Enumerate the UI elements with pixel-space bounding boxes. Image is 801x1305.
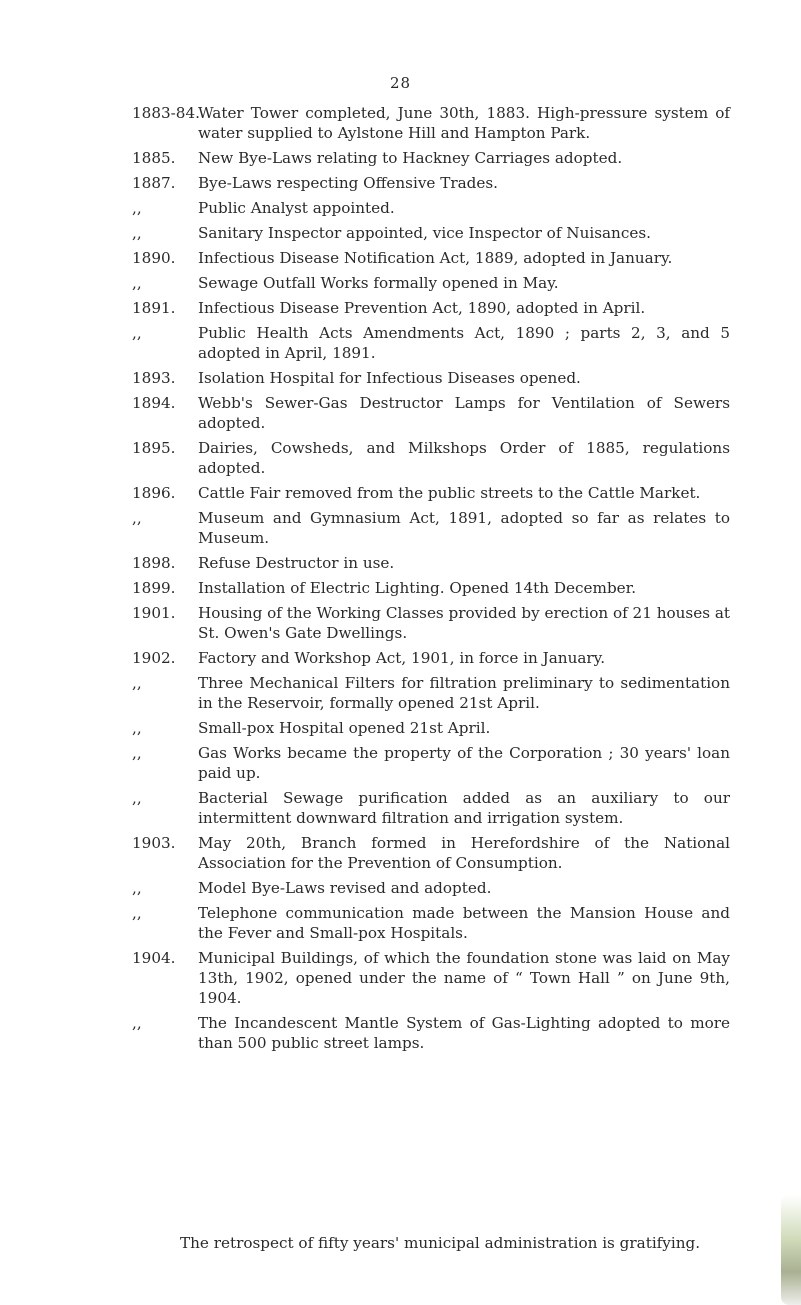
entry-year: ,,	[132, 719, 142, 737]
entry-year: ,,	[132, 274, 142, 292]
chronology-entry	[132, 743, 730, 783]
chronology-entry	[132, 273, 730, 293]
page-edge-stain	[781, 1195, 801, 1305]
entry-year: ,,	[132, 789, 142, 807]
entry-text: Gas Works became the property of the Corporation ; 30 years' loan paid up.	[198, 744, 730, 782]
chronology-entry	[132, 948, 730, 1008]
entry-text: Cattle Fair removed from the public streets to the Cattle Market.	[198, 484, 701, 502]
entry-year: 1885.	[132, 149, 176, 167]
entry-year: ,,	[132, 324, 142, 342]
entry-year: 1891.	[132, 299, 176, 317]
chronology-entry	[132, 323, 730, 363]
entry-text: Factory and Workshop Act, 1901, in force in January.	[198, 649, 606, 667]
chronology-entry	[132, 878, 730, 898]
entry-text: Sanitary Inspector appointed, vice Inspector of Nuisances.	[198, 224, 651, 242]
entry-text: Public Health Acts Amendments Act, 1890 ; parts 2, 3, and 5 adopted in April, 1891.	[198, 324, 730, 362]
entry-year: ,,	[132, 744, 142, 762]
chronology-entry	[132, 673, 730, 713]
entry-text: Public Analyst appointed.	[198, 199, 395, 217]
chronology-entry	[132, 223, 730, 243]
entry-year: 1904.	[132, 949, 176, 967]
chronology-entry	[132, 173, 730, 193]
entry-text: Telephone communication made between the Mansion House and the Fever and Small-pox Hospitals.	[198, 904, 730, 942]
chronology-entry	[132, 508, 730, 548]
entry-text: Water Tower completed, June 30th, 1883. High-pressure system of water supplied to Aylstone Hill and Hampton Park.	[198, 104, 730, 142]
chronology-entry	[132, 483, 730, 503]
chronology-entry	[132, 718, 730, 738]
entry-text: Infectious Disease Notification Act, 1889, adopted in January.	[198, 249, 673, 267]
chronology-entry	[132, 603, 730, 643]
entry-year: 1893.	[132, 369, 176, 387]
chronology-entry	[132, 788, 730, 828]
chronology-list	[132, 103, 730, 1058]
entry-year: 1902.	[132, 649, 176, 667]
entry-text: Housing of the Working Classes provided by erection of 21 houses at St. Owen's Gate Dwellings.	[198, 604, 730, 642]
entry-text: Installation of Electric Lighting. Opened 14th December.	[198, 579, 637, 597]
entry-text: May 20th, Branch formed in Herefordshire of the National Association for the Prevention of Consumption.	[198, 834, 730, 872]
page-number: 28	[389, 74, 412, 92]
entry-text: Small-pox Hospital opened 21st April.	[198, 719, 491, 737]
chronology-entry	[132, 438, 730, 478]
chronology-entry	[132, 833, 730, 873]
entry-text: Bye-Laws respecting Offensive Trades.	[198, 174, 499, 192]
entry-text: New Bye-Laws relating to Hackney Carriages adopted.	[198, 149, 623, 167]
chronology-entry	[132, 553, 730, 573]
entry-year: ,,	[132, 879, 142, 897]
entry-year: 1895.	[132, 439, 176, 457]
entry-year: 1901.	[132, 604, 176, 622]
chronology-entry	[132, 298, 730, 318]
entry-text: Isolation Hospital for Infectious Diseases opened.	[198, 369, 581, 387]
entry-year: ,,	[132, 674, 142, 692]
entry-year: ,,	[132, 904, 142, 922]
entry-text: Infectious Disease Prevention Act, 1890, adopted in April.	[198, 299, 646, 317]
entry-text: Three Mechanical Filters for filtration preliminary to sedimentation in the Reservoir, formally opened 21st April.	[198, 674, 730, 712]
entry-year: 1890.	[132, 249, 176, 267]
chronology-entry	[132, 578, 730, 598]
entry-text: Museum and Gymnasium Act, 1891, adopted so far as relates to Museum.	[198, 509, 730, 547]
entry-text: Webb's Sewer-Gas Destructor Lamps for Ventilation of Sewers adopted.	[198, 394, 730, 432]
entry-year: 1883-84.	[132, 104, 200, 122]
entry-year: 1896.	[132, 484, 176, 502]
chronology-entry	[132, 393, 730, 433]
entry-year: ,,	[132, 199, 142, 217]
chronology-entry	[132, 248, 730, 268]
entry-text: Municipal Buildings, of which the foundation stone was laid on May 13th, 1902, opened under the name of “ Town Hall ” on June 9th, 1904.	[198, 949, 730, 1007]
entry-year: 1894.	[132, 394, 176, 412]
entry-year: 1898.	[132, 554, 176, 572]
chronology-entry	[132, 368, 730, 388]
entry-text: The Incandescent Mantle System of Gas-Lighting adopted to more than 500 public street lamps.	[198, 1014, 730, 1052]
entry-year: 1903.	[132, 834, 176, 852]
entry-text: Sewage Outfall Works formally opened in May.	[198, 274, 559, 292]
entry-text: Refuse Destructor in use.	[198, 554, 395, 572]
chronology-entry	[132, 1013, 730, 1053]
entry-text: Dairies, Cowsheds, and Milkshops Order of 1885, regulations adopted.	[198, 439, 730, 477]
entry-year: ,,	[132, 224, 142, 242]
entry-year: ,,	[132, 1014, 142, 1032]
chronology-entry	[132, 198, 730, 218]
chronology-entry	[132, 103, 730, 143]
chronology-entry	[132, 903, 730, 943]
chronology-entry	[132, 648, 730, 668]
entry-year: 1887.	[132, 174, 176, 192]
chronology-entry	[132, 148, 730, 168]
closing-paragraph: The retrospect of fifty years' municipal administration is gratifying.	[180, 1234, 701, 1253]
entry-text: Bacterial Sewage purification added as an auxiliary to our intermittent downward filtration and irrigation system.	[198, 789, 730, 827]
entry-year: 1899.	[132, 579, 176, 597]
entry-year: ,,	[132, 509, 142, 527]
entry-text: Model Bye-Laws revised and adopted.	[198, 879, 492, 897]
